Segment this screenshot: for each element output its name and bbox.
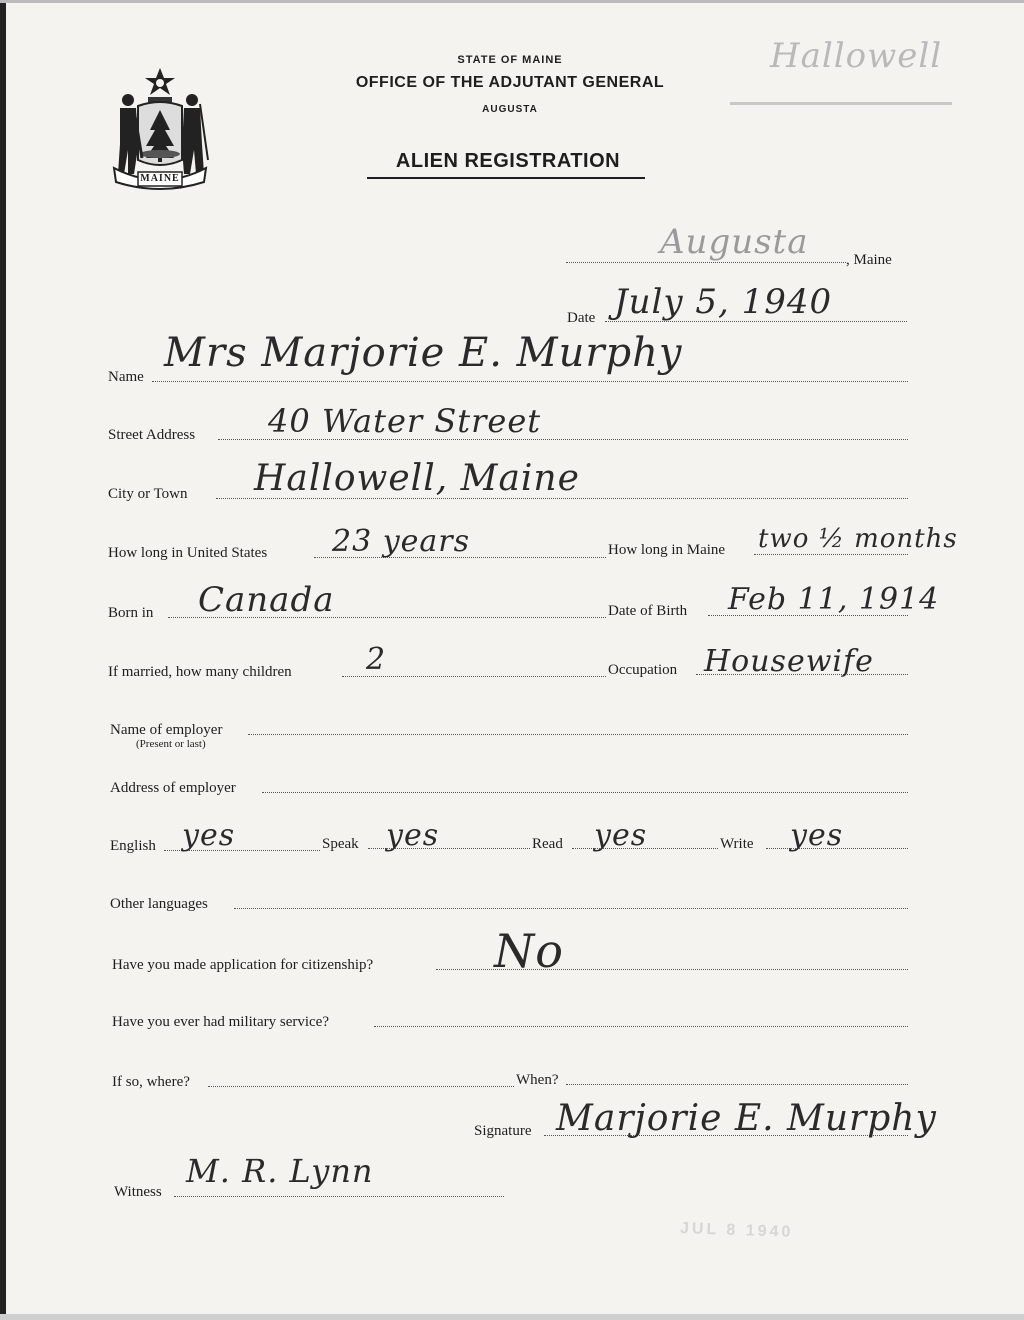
corner-note-rule <box>730 102 952 105</box>
seal-lettering: MAINE <box>140 173 180 184</box>
name-label: Name <box>108 369 144 385</box>
date-label: Date <box>567 310 596 326</box>
when-label: When? <box>516 1072 559 1088</box>
occupation-label: Occupation <box>608 662 678 678</box>
other-languages-label: Other languages <box>110 896 208 912</box>
citizenship-value: No <box>494 924 564 978</box>
read-value: yes <box>594 818 648 853</box>
employer-line <box>248 734 908 735</box>
scan-edge-top <box>0 0 1024 3</box>
citizenship-label: Have you made application for citizenship? <box>112 957 374 973</box>
city-label: City or Town <box>108 486 188 502</box>
other-languages-line <box>234 908 908 909</box>
born-in-label: Born in <box>108 605 154 621</box>
received-stamp: JUL 8 1940 <box>679 1220 794 1241</box>
occupation-value: Housewife <box>704 644 874 679</box>
date-of-birth-label: Date of Birth <box>608 603 688 619</box>
name-line <box>152 381 908 382</box>
employer-address-line <box>262 792 908 793</box>
where-label: If so, where? <box>112 1074 190 1090</box>
witness-label: Witness <box>114 1184 162 1200</box>
employer-label: Name of employer <box>110 722 223 738</box>
how-long-us-label: How long in United States <box>108 545 268 561</box>
corner-note-handwritten: Hallowell <box>770 36 943 76</box>
how-long-maine-line <box>754 554 908 555</box>
born-in-value: Canada <box>198 580 335 620</box>
write-value: yes <box>790 818 844 853</box>
street-address-value: 40 Water Street <box>268 402 542 440</box>
state-heading: STATE OF MAINE <box>457 54 563 66</box>
how-long-maine-value: two ½ months <box>758 524 958 554</box>
city-heading: AUGUSTA <box>482 104 538 115</box>
scan-edge-left <box>0 0 6 1320</box>
how-long-maine-label: How long in Maine <box>608 542 726 558</box>
military-line <box>374 1026 908 1027</box>
english-label: English <box>110 838 156 854</box>
employer-address-label: Address of employer <box>110 780 236 796</box>
location-suffix: , Maine <box>846 252 892 268</box>
street-address-label: Street Address <box>108 427 196 443</box>
witness-value: M. R. Lynn <box>186 1152 374 1190</box>
how-long-us-value: 23 years <box>332 524 471 559</box>
english-value: yes <box>182 818 236 853</box>
form-title: ALIEN REGISTRATION <box>395 150 621 172</box>
children-value: 2 <box>366 642 387 677</box>
location-line <box>566 262 846 263</box>
date-of-birth-value: Feb 11, 1914 <box>728 582 940 617</box>
date-value: July 5, 1940 <box>614 282 833 322</box>
location-value: Augusta <box>660 222 809 262</box>
employer-sublabel: (Present or last) <box>136 738 206 750</box>
title-underline <box>367 177 645 179</box>
city-value: Hallowell, Maine <box>254 458 580 499</box>
read-label: Read <box>532 836 563 852</box>
children-label: If married, how many children <box>108 664 292 680</box>
signature-label: Signature <box>474 1123 532 1139</box>
speak-label: Speak <box>322 836 359 852</box>
name-value: Mrs Marjorie E. Murphy <box>164 330 683 376</box>
office-heading: OFFICE OF THE ADJUTANT GENERAL <box>355 74 665 91</box>
where-line <box>208 1086 514 1087</box>
witness-line <box>174 1196 504 1197</box>
scan-edge-bottom <box>0 1314 1024 1320</box>
military-label: Have you ever had military service? <box>112 1014 329 1030</box>
write-label: Write <box>720 836 754 852</box>
signature-value: Marjorie E. Murphy <box>556 1098 937 1139</box>
speak-value: yes <box>386 818 440 853</box>
when-line <box>566 1084 908 1085</box>
